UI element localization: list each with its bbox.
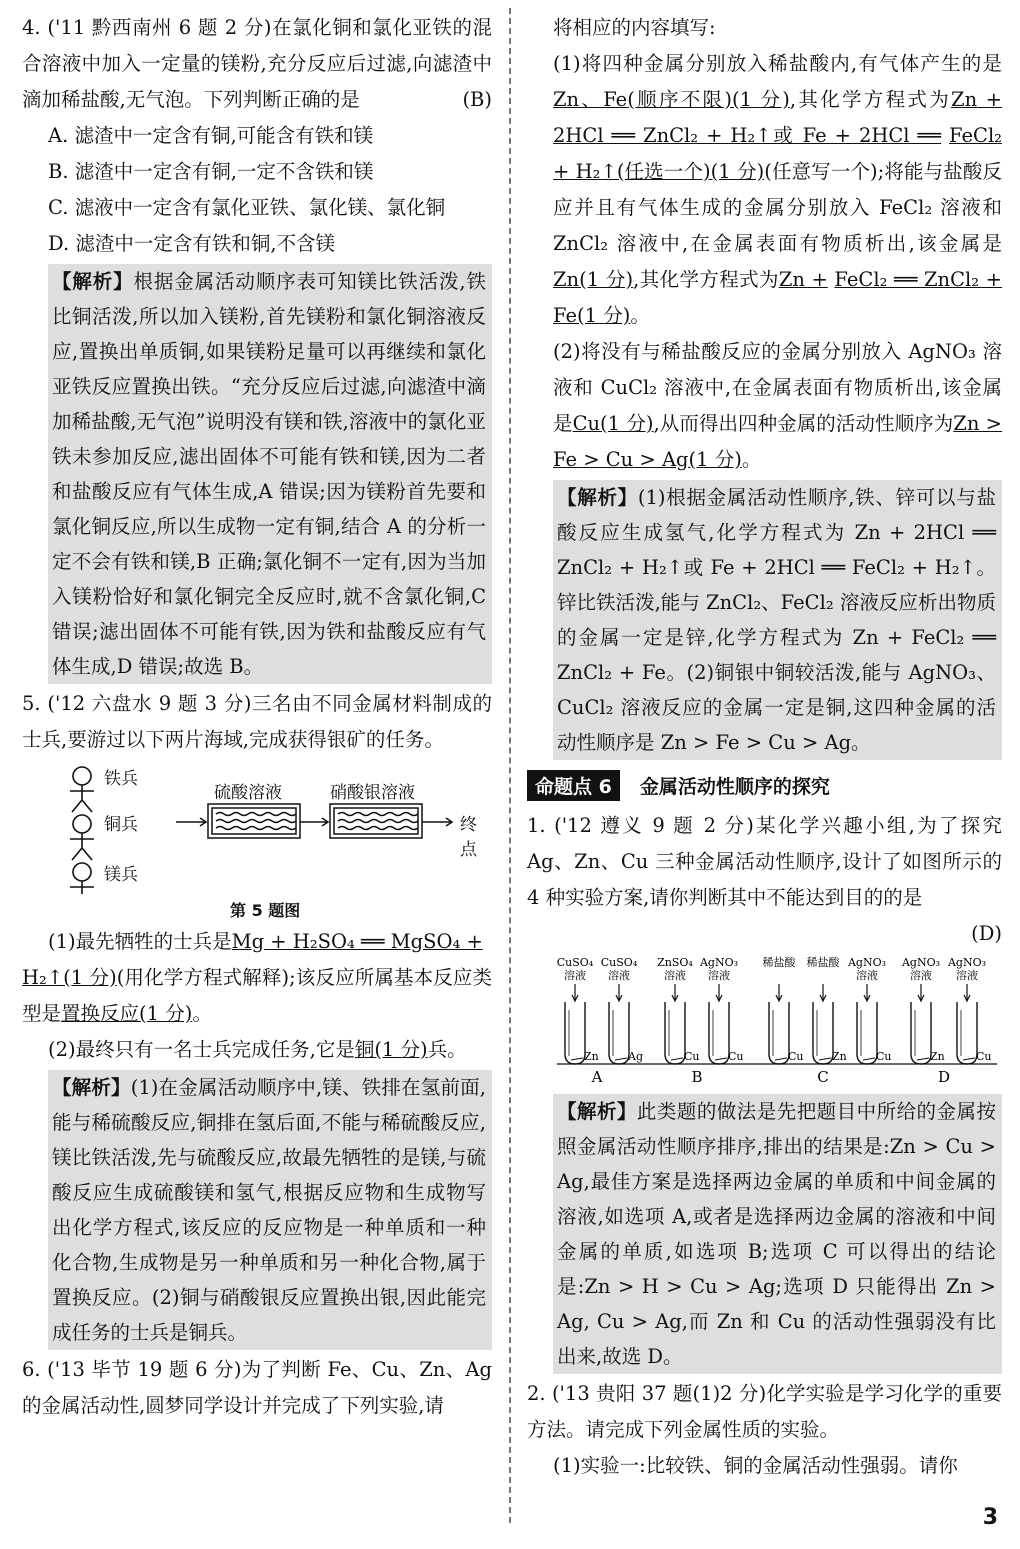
tube-reagent-label: CuSO₄ [600,956,638,969]
metal-pointer [671,1058,683,1060]
figure-5-caption: 第 5 题图 [230,901,301,920]
r-question-1-analysis: 【解析】此类题的做法是先把题目中所给的金属按照金属活动性顺序排序,排出的结果是:Zn > Cu > Ag,最佳方案是选择两边金属的单质和中间金属的溶液,如选项 A,或者是选择两边金属的溶液和中间金属的单质,如选项 B;选项 C 可以得出的结论是:Zn > H > Cu > Ag;选项 D 只能得出 Zn > Ag, Cu > Ag,而 Zn 和 Cu 的活动性强弱没有比出来,故选 D。 [553,1094,1002,1374]
r-question-2-stem: 2. ('13 贵阳 37 题(1)2 分)化学实验是学习化学的重要方法。请完成下列金属性质的实验。 [527,1382,1002,1441]
group-label: D [937,1068,951,1086]
tube-metal-label: Zn [832,1050,847,1063]
tube-metal-label: Cu [728,1050,744,1063]
analysis-text: 根据金属活动顺序表可知镁比铁活泼,铁比铜活泼,所以加入镁粉,首先镁粉和氯化铜溶液反应,置换出单质铜,如果镁粉足量可以再继续和氯化亚铁反应置换出铁。“充分反应后过滤,向滤渣中滴加稀盐酸,无气泡”说明没有镁和铁,溶液中的氯化亚铁未参加反应,滤出固体不可能有铁和镁,因为二者和盐酸反应有气体生成,A 错误;因为镁粉首先要和氯化铜反应,所以生成物一定有铜,结合 A 的分析一定不会有铁和镁,B 正确;氯化铜不一定有,因为当加入镁粉恰好和氯化铜完全反应时,就不含氯化铜,C 错误;滤出固体不可能有铁,因为铁和盐酸反应有气体生成,D 错误;故选 B。 [52,270,486,678]
tube-reagent-label: 溶液 [956,969,978,982]
answer-equation: Mg + H₂SO₄ ══ MgSO₄ + [231,930,483,953]
tube-metal-label: Zn [584,1050,599,1063]
tube-metal-label: Cu [788,1050,804,1063]
option-d: D. 滤渣中一定含有铁和铜,不含镁 [48,232,336,255]
test-tube [813,1002,833,1064]
tube-reagent-label: ZnSO₄ [657,956,693,969]
tube-metal-label: Ag [628,1050,643,1063]
question-5-stem: 5. ('12 六盘水 9 题 3 分)三名由不同金属材料制成的士兵,要游过以下两片海域,完成获得银矿的任务。 [22,692,492,751]
question-5-part-1-cont: H₂↑(1 分)(用化学方程式解释);该反应所属基本反应类型是置换反应(1 分)。 [22,966,492,1025]
test-tube [911,1002,931,1064]
page-number: 3 [982,1505,998,1530]
question-6-part-1: (1)将四种金属分别放入稀盐酸内,有气体产生的是Zn、Fe(顺序不限)(1 分),其化学方程式为Zn + 2HCl ══ ZnCl₂ + H₂↑或 Fe + 2HCl ══ FeCl₂ + H₂↑(任选一个)(1 分)(任意写一个);将能与盐酸反应并且有气体生成的金属分别放入 FeCl₂ 溶液和 ZnCl₂ 溶液中,在金属表面有物质析出,该金属是Zn(1 分),其化学方程式为Zn + FeCl₂ ══ ZnCl₂ + Fe(1 分)。 [553,52,1002,327]
metal-pointer [863,1058,875,1060]
tube-reagent-label: 溶液 [708,969,730,982]
tube-reagent-label: AgNO₃ [901,956,941,969]
question-4-analysis [48,264,492,684]
right-column [527,10,1002,1484]
tube-reagent-label: AgNO₃ [699,956,739,969]
test-tube [709,1002,729,1064]
tube-metal-label: Cu [684,1050,700,1063]
tube-reagent-label: CuSO₄ [556,956,594,969]
test-tube [957,1002,977,1064]
tube-reagent-label: 溶液 [910,969,932,982]
section-title: 金属活动性顺序的探究 [639,775,830,798]
test-tube [565,1002,585,1064]
metal-pointer [963,1058,975,1060]
metal-pointer [615,1058,627,1060]
metal-pointer [571,1058,583,1060]
group-label: C [817,1068,829,1086]
tube-metal-label: Zn [930,1050,945,1063]
tube-reagent-label: 溶液 [664,969,686,982]
tube-reagent-label: 溶液 [608,969,630,982]
section-header [527,768,1002,802]
soldier-magnesium-label: 镁兵 [104,865,138,885]
figure-5 [48,764,492,924]
tube-reagent-label: 溶液 [856,969,878,982]
option-c: C. 滤液中一定含有氯化亚铁、氯化镁、氯化铜 [48,196,446,219]
sea-silver-nitrate-label: 硝酸银溶液 [330,783,415,803]
tube-metal-label: Cu [976,1050,992,1063]
column-divider [509,8,511,1523]
tube-reagent-label: 稀盐酸 [762,956,796,969]
soldier-copper-label: 铜兵 [104,815,138,835]
group-label: B [691,1068,703,1086]
question-5-analysis: 【解析】(1)在金属活动顺序中,镁、铁排在氢前面,能与稀硫酸反应,铜排在氢后面,不能与稀硫酸反应,镁比铁活泼,先与硫酸反应,故最先牺牲的是镁,与硫酸反应生成硫酸镁和氢气,根据反应物和生成物写出化学方程式,该反应的反应物是一种单质和一种化合物,生成物是另一种单质和另一种化合物,属于置换反应。(2)铜与硝酸银反应置换出银,因此能完成任务的士兵是铜兵。 [48,1070,492,1350]
section-label: 命题点 6 [527,770,620,801]
sea-sulfuric-acid-label: 硫酸溶液 [214,783,282,803]
tube-reagent-label: 稀盐酸 [806,956,840,969]
r-question-2-part-1: (1)实验一:比较铁、铜的金属活动性强弱。请你 [553,1454,958,1477]
r-question-1-stem: 1. ('12 遵义 9 题 2 分)某化学兴趣小组,为了探究 Ag、Zn、Cu 三种金属活动性顺序,设计了如图所示的 4 种实验方案,请你判断其中不能达到目的的是 [527,814,1002,909]
tube-reagent-label: AgNO₃ [947,956,987,969]
question-4-stem: 4. ('11 黔西南州 6 题 2 分)在氯化铜和氯化亚铁的混合溶液中加入一定量的镁粉,充分反应后过滤,向滤渣中滴加稀盐酸,无气泡。下列判断正确的是 (B) [22,10,492,118]
left-column [22,10,492,1424]
r-question-1-answer: (D) [971,922,1002,945]
figure-test-tubes [527,954,1002,1092]
analysis-tag: 【解析】 [52,270,134,293]
end-point-label: 终点 [460,815,477,860]
question-6-part-2: (2)将没有与稀盐酸反应的金属分别放入 AgNO₃ 溶液和 CuCl₂ 溶液中,在金属表面有物质析出,该金属是Cu(1 分),从而得出四种金属的活动性顺序为Zn > Fe > Cu > Ag(1 分)。 [553,340,1002,471]
metal-pointer [775,1058,787,1060]
test-tube [665,1002,685,1064]
question-6-stem: 6. ('13 毕节 19 题 6 分)为了判断 Fe、Cu、Zn、Ag 的金属活动性,圆梦同学设计并完成了下列实验,请 [22,1358,492,1417]
tube-reagent-label: AgNO₃ [847,956,887,969]
group-label: A [591,1068,603,1086]
question-5-part-1: (1)最先牺牲的士兵是Mg + H₂SO₄ ══ MgSO₄ + [48,930,483,953]
metal-pointer [715,1058,727,1060]
option-a: A. 滤渣中一定含有铜,可能含有铁和镁 [48,124,374,147]
tube-metal-label: Cu [876,1050,892,1063]
test-tube-diagram [527,954,1002,1092]
soldier-iron-label: 铁兵 [104,769,138,789]
question-4-answer: (B) [462,88,492,111]
metal-pointer [819,1058,831,1060]
question-6-analysis: 【解析】(1)根据金属活动性顺序,铁、锌可以与盐酸反应生成氢气,化学方程式为 Zn + 2HCl ══ ZnCl₂ + H₂↑或 Fe + 2HCl ══ FeCl₂ + H₂↑。锌比铁活泼,能与 ZnCl₂、FeCl₂ 溶液反应析出物质的金属一定是锌,化学方程式为 Zn + FeCl₂ ══ ZnCl₂ + Fe。(2)铜银中铜较活泼,能与 AgNO₃、CuCl₂ 溶液反应的金属一定是铜,这四种金属的活动性顺序是 Zn > Fe > Cu > Ag。 [553,480,1002,760]
answer-soldier: 铜(1 分) [354,1038,428,1061]
question-5-part-2: (2)最终只有一名士兵完成任务,它是铜(1 分)兵。 [48,1038,467,1061]
metal-pointer [917,1058,929,1060]
tube-reagent-label: 溶液 [564,969,586,982]
answer-reaction-type: 置换反应(1 分) [61,1002,193,1025]
test-tube [609,1002,629,1064]
option-b: B. 滤渣中一定含有铜,一定不含铁和镁 [48,160,374,183]
test-tube [769,1002,789,1064]
test-tube [857,1002,877,1064]
question-6-intro: 将相应的内容填写: [553,16,716,39]
